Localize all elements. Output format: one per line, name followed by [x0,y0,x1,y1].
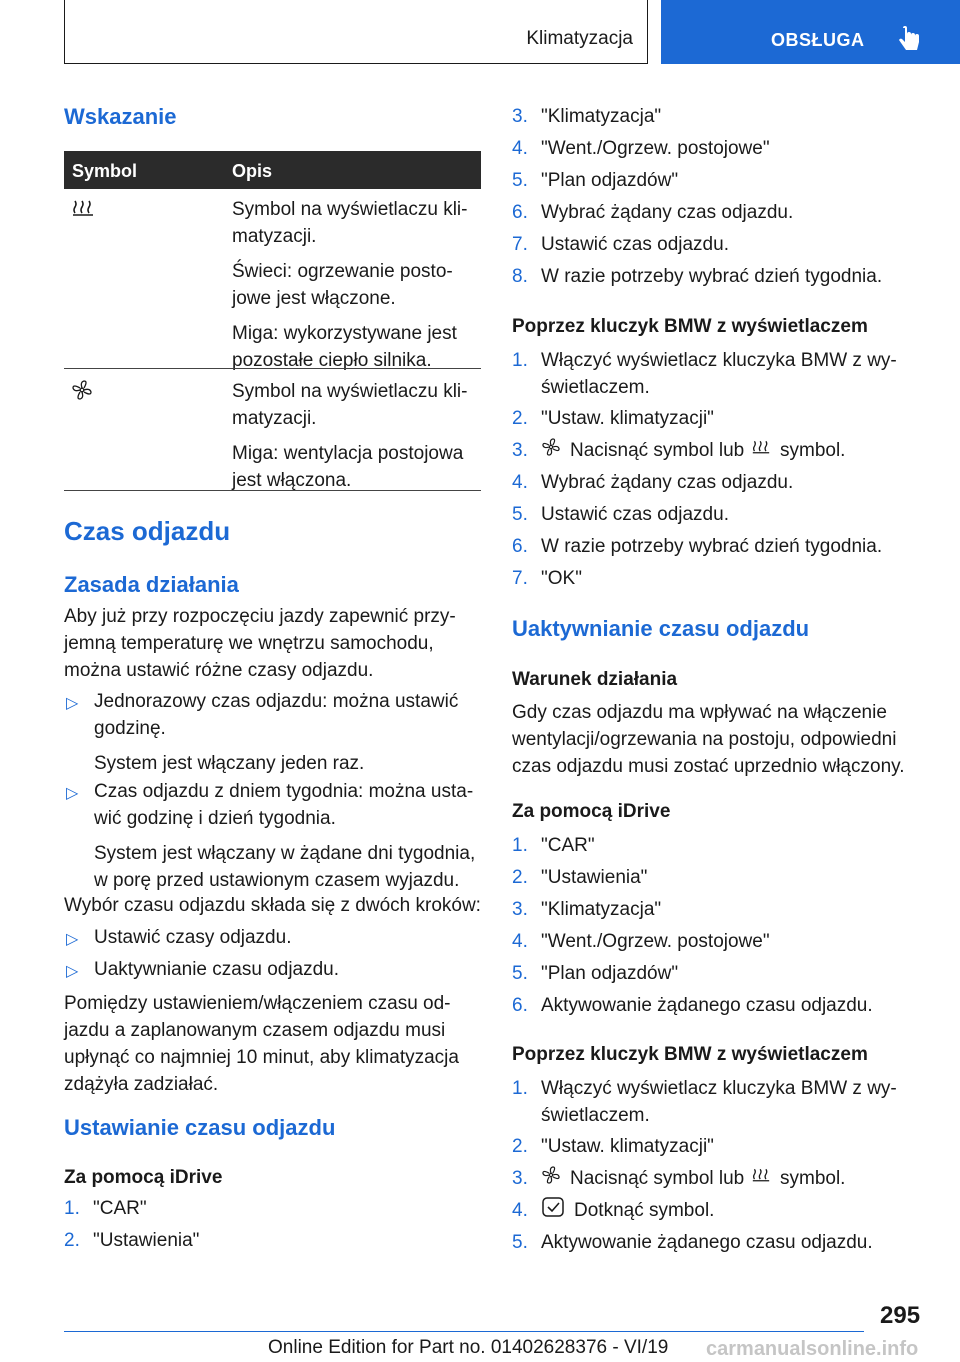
list-item: "Klimatyzacja" [541,106,662,127]
step-item: Uaktywnianie czasu odjazdu. [94,959,340,980]
list-item: Dotknąć symbol. [574,1200,715,1221]
row1-line: Symbol na wyświetlaczu kli- [232,199,468,220]
list-item-suffix: symbol. [780,440,846,461]
row2-line: matyzacji. [232,408,317,429]
list-number: 6. [512,995,528,1016]
list-item-suffix: symbol. [780,1168,846,1189]
list-line: Włączyć wyświetlacz kluczyka BMW z wy- [541,350,897,371]
warunek-heading: Warunek działania [512,669,678,690]
paragraph-line: jazdu a zaplanowanym czasem odjazdu musi [64,1020,446,1041]
header-section-box [64,0,648,64]
paragraph-line: czas odjazdu musi zostać uprzednio włączony. [512,756,905,777]
list-line: Włączyć wyświetlacz kluczyka BMW z wy- [541,1078,897,1099]
bullet-item [94,688,458,777]
list-item: "Plan odjazdów" [541,963,679,984]
table-divider [64,490,481,491]
list-item: "Went./Ogrzew. postojowe" [541,138,770,159]
list-number: 1. [64,1198,80,1219]
list-number: 4. [512,931,528,952]
bullet-triangle-icon: ▷ [66,785,79,802]
list-item: Wybrać żądany czas odjazdu. [541,202,794,223]
row2-line: Symbol na wyświetlaczu kli- [232,381,468,402]
checkmark-box-icon [542,1197,564,1217]
list-line: świetlaczem. [541,377,650,398]
row1-line: pozostałe ciepło silnika. [232,350,432,371]
paragraph-line: zdążyła zadziałać. [64,1074,219,1095]
bullet-triangle-icon: ▷ [66,963,79,980]
page-number: 295 [880,1302,921,1329]
paragraph-line: upłynąć co najmniej 10 minut, aby klimatyzacja [64,1047,459,1068]
pomiedzy-paragraph [64,990,459,1098]
row2-line: Miga: wentylacja postojowa [232,443,464,464]
bullet-line: System jest włączany jeden raz. [94,753,365,774]
list-number: 7. [512,568,528,589]
row1-line: matyzacji. [232,226,317,247]
list-item: "Klimatyzacja" [541,899,662,920]
bullet-line: godzinę. [94,718,166,739]
list-item: "Plan odjazdów" [541,170,679,191]
list-item: Aktywowanie żądanego czasu odjazdu. [541,1232,873,1253]
bullet-line: Czas odjazdu z dniem tygodnia: można usta- [94,781,474,802]
list-item: "CAR" [541,835,595,856]
list-number: 5. [512,504,528,525]
fan-symbol-icon [72,380,92,400]
table-header [64,151,481,189]
bullet-triangle-icon: ▷ [66,931,79,948]
list-item: Nacisnąć symbol lub [570,440,745,461]
paragraph-line: można ustawić różne czasy odjazdu. [64,660,374,681]
list-item: "Ustawienia" [541,867,648,888]
list-item: W razie potrzeby wybrać dzień tygodnia. [541,536,883,557]
heating-symbol-icon [72,199,94,217]
table-row1-desc [232,196,467,374]
list-item: Ustawić czas odjazdu. [541,504,729,525]
list-item: "Went./Ogrzew. postojowe" [541,931,770,952]
table-divider [64,368,481,369]
bullet-triangle-icon: ▷ [66,695,79,712]
row2-line: jest włączona. [232,470,352,491]
list-number: 4. [512,472,528,493]
table-col-desc: Opis [232,161,273,181]
list-number: 4. [512,1200,528,1221]
paragraph-line: jemną temperaturę we wnętrzu samochodu, [64,633,434,654]
fan-symbol-icon [542,1166,560,1184]
heating-symbol-icon [752,1167,770,1183]
section-title-czas: Czas odjazdu [64,516,231,546]
subsection-title-uaktywnianie: Uaktywnianie czasu odjazdu [512,616,810,641]
list-item: "OK" [541,568,582,589]
bullet-line: Jednorazowy czas odjazdu: można ustawić [94,691,459,712]
paragraph-line: Gdy czas odjazdu ma wpływać na włączenie [512,702,887,723]
paragraph-line: Aby już przy rozpoczęciu jazdy zapewnić przy- [64,606,456,627]
list-number: 6. [512,202,528,223]
list-number: 2. [512,1136,528,1157]
section-title-wskazanie: Wskazanie [64,104,177,129]
list-line: świetlaczem. [541,1105,650,1126]
list-item: W razie potrzeby wybrać dzień tygodnia. [541,266,883,287]
list-item [541,1075,897,1129]
bullet-line: wić godzinę i dzień tygodnia. [94,808,336,829]
key-heading: Poprzez kluczyk BMW z wyświetlaczem [512,316,868,337]
subsection-title-ustawianie: Ustawianie czasu odjazdu [64,1115,336,1140]
list-item: "Ustawienia" [93,1230,200,1251]
header-tab-label: OBSŁUGA [771,30,865,50]
idrive-heading: Za pomocą iDrive [64,1167,223,1188]
fan-symbol-icon [542,438,560,456]
list-number: 4. [512,138,528,159]
watermark: carmanualsonline.info [706,1338,919,1360]
list-number: 3. [512,899,528,920]
list-number: 6. [512,536,528,557]
footer-rule [64,1331,864,1332]
list-number: 5. [512,170,528,191]
table-row2-desc [232,378,467,494]
edition-text: Online Edition for Part no. 01402628376 - VI/19 [268,1337,669,1358]
table-col-symbol: Symbol [72,161,138,181]
list-number: 7. [512,234,528,255]
row1-line: Świeci: ogrzewanie posto- [232,261,453,282]
paragraph-line: Pomiędzy ustawieniem/włączeniem czasu od- [64,993,451,1014]
paragraph-line: wentylacji/ogrzewania na postoju, odpowiedni [512,729,897,750]
list-number: 2. [64,1230,80,1251]
list-number: 2. [512,408,528,429]
header-section-title: Klimatyzacja [526,28,633,49]
list-item: "Ustaw. klimatyzacji" [541,1136,714,1157]
list-number: 2. [512,867,528,888]
key-heading: Poprzez kluczyk BMW z wyświetlaczem [512,1044,868,1065]
list-number: 1. [512,1078,528,1099]
list-item [541,347,897,401]
list-item: Ustawić czas odjazdu. [541,234,729,255]
subsection-title-zasada: Zasada działania [64,572,239,597]
step-item: Ustawić czasy odjazdu. [94,927,292,948]
list-number: 8. [512,266,528,287]
list-item: "Ustaw. klimatyzacji" [541,408,714,429]
list-item: Aktywowanie żądanego czasu odjazdu. [541,995,873,1016]
list-item: Nacisnąć symbol lub [570,1168,745,1189]
bullet-item [94,778,475,894]
idrive-heading: Za pomocą iDrive [512,801,671,822]
list-number: 3. [512,106,528,127]
row1-line: Miga: wykorzystywane jest [232,323,457,344]
header-tab [661,0,960,64]
bullet-line: System jest włączany w żądane dni tygodnia, [94,843,476,864]
list-number: 1. [512,835,528,856]
list-number: 5. [512,1232,528,1253]
zasada-paragraph [64,603,456,684]
list-number: 3. [512,1168,528,1189]
list-item: Wybrać żądany czas odjazdu. [541,472,794,493]
hand-pointer-icon [897,26,923,54]
list-item: "CAR" [93,1198,147,1219]
bullet-line: w porę przed ustawionym czasem wyjazdu. [94,870,460,891]
row1-line: jowe jest włączone. [232,288,396,309]
warunek-paragraph [512,699,905,780]
wybor-paragraph: Wybór czasu odjazdu składa się z dwóch kroków: [64,895,481,916]
list-number: 5. [512,963,528,984]
heating-symbol-icon [752,439,770,455]
list-number: 3. [512,440,528,461]
list-number: 1. [512,350,528,371]
